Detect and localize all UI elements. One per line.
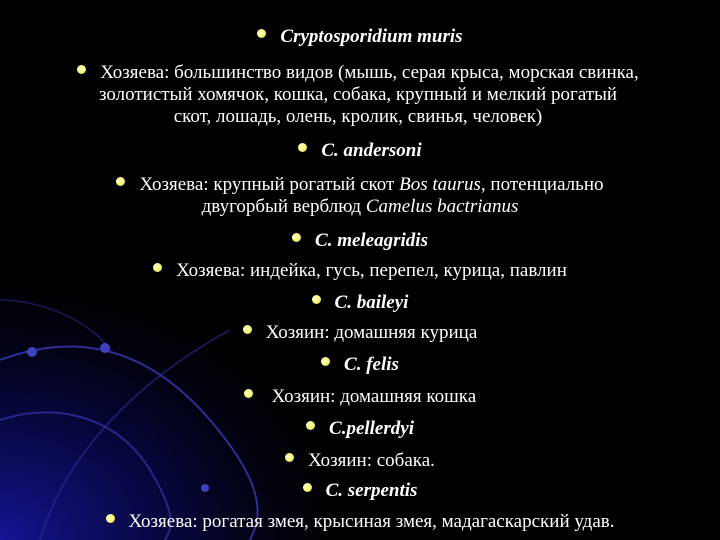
bullet-icon: [306, 421, 315, 430]
host-text: Хозяин: собака.: [308, 450, 435, 471]
host-text: Хозяева: рогатая змея, крысиная змея, мадагаскарский удав.: [128, 511, 615, 532]
species-title: C. meleagridis: [315, 230, 428, 251]
host-latin: Camelus bactrianus: [365, 196, 519, 217]
list-item: [0, 418, 720, 440]
list-item: [0, 480, 720, 502]
species-title: C.pellerdyi: [329, 418, 414, 439]
list-item: [0, 260, 720, 282]
host-text: Хозяин: домашняя курица: [265, 322, 478, 343]
list-item: [0, 292, 720, 314]
list-item: [0, 230, 720, 252]
bullet-icon: [153, 263, 162, 272]
host-text: двугорбый верблюд: [201, 196, 366, 217]
bullet-icon: [243, 325, 252, 334]
bullet-icon: [77, 65, 86, 74]
bullet-icon: [285, 453, 294, 462]
host-latin: Bos taurus: [399, 174, 481, 195]
species-title: C. felis: [344, 354, 399, 375]
bullet-icon: [312, 295, 321, 304]
bullet-icon: [303, 483, 312, 492]
species-title: C. baileyi: [334, 292, 409, 313]
host-text: Хозяин: домашняя кошка: [266, 386, 477, 407]
species-title: C. andersoni: [321, 140, 422, 161]
bullet-icon: [116, 177, 125, 186]
species-title: C. serpentis: [325, 480, 418, 501]
bullet-icon: [321, 357, 330, 366]
bullet-icon: [244, 389, 253, 398]
list-item: [0, 26, 720, 48]
bullet-icon: [292, 233, 301, 242]
list-item: [0, 322, 720, 344]
species-title: Cryptosporidium muris: [280, 26, 463, 47]
host-text: Хозяева: индейка, гусь, перепел, курица, павлин: [176, 260, 567, 281]
host-text: скот, лошадь, олень, кролик, свинья, человек): [173, 106, 543, 127]
list-item: [0, 386, 720, 408]
host-text: золотистый хомячок, кошка, собака, крупный и мелкий рогатый: [98, 84, 618, 105]
list-item: [0, 511, 720, 533]
list-item: [0, 174, 720, 218]
bullet-icon: [298, 143, 307, 152]
bullet-icon: [106, 514, 115, 523]
host-text: Хозяева: крупный рогатый скот: [139, 174, 400, 195]
list-item: [0, 450, 720, 472]
list-item: [0, 354, 720, 376]
list-item: [0, 140, 720, 162]
list-item: [0, 62, 720, 128]
host-text: , потенциально: [480, 174, 604, 195]
host-text: Хозяева: большинство видов (мышь, серая крыса, морская свинка,: [100, 62, 639, 83]
bullet-icon: [257, 29, 266, 38]
